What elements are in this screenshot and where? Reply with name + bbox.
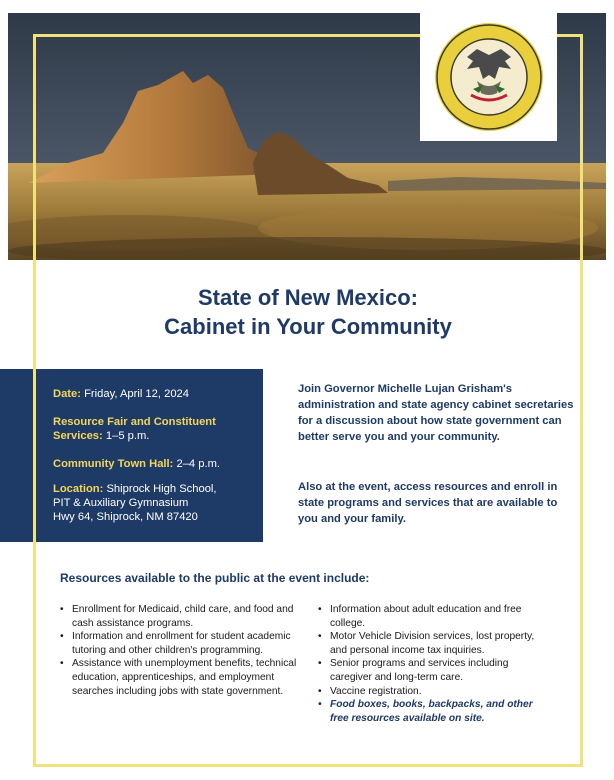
title-line-1: State of New Mexico: bbox=[197, 285, 419, 310]
event-date bbox=[53, 387, 253, 401]
intro-paragraph-2: Also at the event, access resources and enroll in state programs and services that are available to you and your family. bbox=[298, 481, 558, 525]
list-item-emphasis: • Food boxes, books, backpacks, and other free resources available on site. bbox=[318, 698, 550, 725]
list-item: • Vaccine registration. bbox=[318, 685, 550, 699]
fair-value: 1–5 p.m. bbox=[102, 430, 150, 442]
resources-list-left bbox=[60, 603, 305, 698]
list-item: • Enrollment for Medicaid, child care, and food and cash assistance programs. bbox=[60, 603, 305, 630]
townhall-value: 2–4 p.m. bbox=[173, 458, 221, 470]
list-item: • Motor Vehicle Division services, lost property, and personal income tax inquiries. bbox=[318, 630, 550, 657]
page-title bbox=[36, 283, 580, 341]
list-item: • Information and enrollment for student academic tutoring and other children's programming. bbox=[60, 630, 305, 657]
location-line-1: Shiprock High School, bbox=[103, 483, 217, 495]
event-townhall-time bbox=[53, 457, 253, 471]
date-label: Date: bbox=[53, 388, 81, 400]
event-fair-time bbox=[53, 415, 253, 443]
list-item: • Assistance with unemployment benefits, technical education, apprenticeships, and employment searches including jobs with state government. bbox=[60, 657, 305, 698]
date-value: Friday, April 12, 2024 bbox=[80, 388, 189, 400]
location-label: Location: bbox=[53, 483, 104, 495]
event-location bbox=[53, 482, 253, 524]
title-line-2: Cabinet in Your Community bbox=[164, 314, 452, 339]
fair-label: Resource Fair and Constituent Services: bbox=[53, 416, 216, 442]
state-seal bbox=[420, 13, 557, 141]
resources-heading: Resources available to the public at the event include: bbox=[60, 571, 370, 585]
list-item: • Information about adult education and free college. bbox=[318, 603, 550, 630]
resources-list-right bbox=[318, 603, 550, 725]
event-details-panel bbox=[0, 369, 263, 542]
list-item: • Senior programs and services including caregiver and long-term care. bbox=[318, 657, 550, 684]
townhall-label: Community Town Hall: bbox=[53, 458, 174, 470]
location-line-2: PIT & Auxiliary Gymnasium bbox=[53, 497, 189, 509]
intro-paragraph-1: Join Governor Michelle Lujan Grisham's administration and state agency cabinet secretaries for a discussion about how state government can better serve you and your community. bbox=[298, 383, 574, 443]
state-seal-icon bbox=[433, 21, 545, 133]
location-line-3: Hwy 64, Shiprock, NM 87420 bbox=[53, 511, 198, 523]
